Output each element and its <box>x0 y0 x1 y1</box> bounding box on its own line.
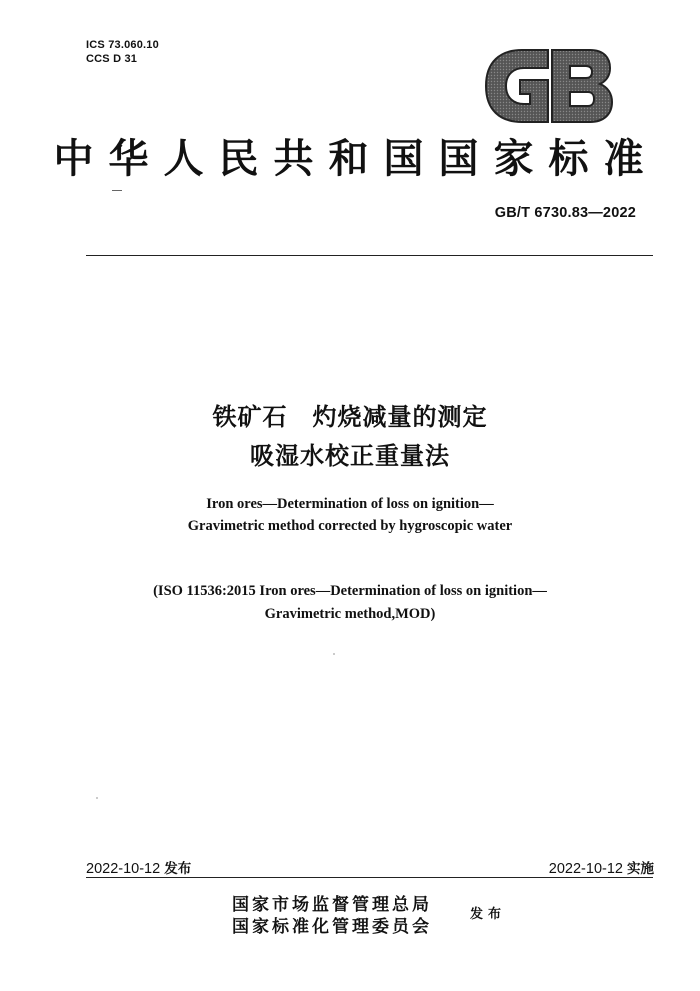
standard-type-title: 中华人民共和国国家标准 <box>53 135 659 182</box>
iso-reference-line2: Gravimetric method,MOD) <box>264 606 436 622</box>
classification-codes <box>86 38 159 66</box>
issue-date-label: 发布 <box>164 861 192 877</box>
iso-reference-line1: (ISO 11536:2015 Iron ores—Determination of loss on ignition— <box>153 583 547 599</box>
implementation-date-label: 实施 <box>627 861 654 877</box>
scan-speck <box>96 797 98 799</box>
implementation-date-value: 2022-10-12 <box>548 861 623 877</box>
publisher-line2: 国家标准化管理委员会 <box>232 917 432 937</box>
ics-code: ICS 73.060.10 <box>86 39 159 51</box>
chinese-title-line1: 铁矿石 灼烧减量的测定 <box>212 403 488 431</box>
scan-mark <box>112 190 122 191</box>
top-divider <box>86 255 653 256</box>
issue-date-value: 2022-10-12 <box>86 861 161 877</box>
scan-speck <box>333 653 335 655</box>
standard-number: GB/T 6730.83—2022 <box>494 205 636 221</box>
publisher-line1: 国家市场监督管理总局 <box>232 895 432 915</box>
gb-logo <box>478 44 616 128</box>
english-title-line1: Iron ores—Determination of loss on ignition— <box>206 496 494 512</box>
chinese-title-line2: 吸湿水校正重量法 <box>250 442 450 470</box>
ccs-code: CCS D 31 <box>86 53 138 65</box>
english-title-line2: Gravimetric method corrected by hygroscopic water <box>187 518 513 534</box>
implementation-date <box>549 857 654 877</box>
issue-date <box>86 857 191 877</box>
publish-action: 发布 <box>470 907 507 922</box>
bottom-divider <box>86 877 653 878</box>
